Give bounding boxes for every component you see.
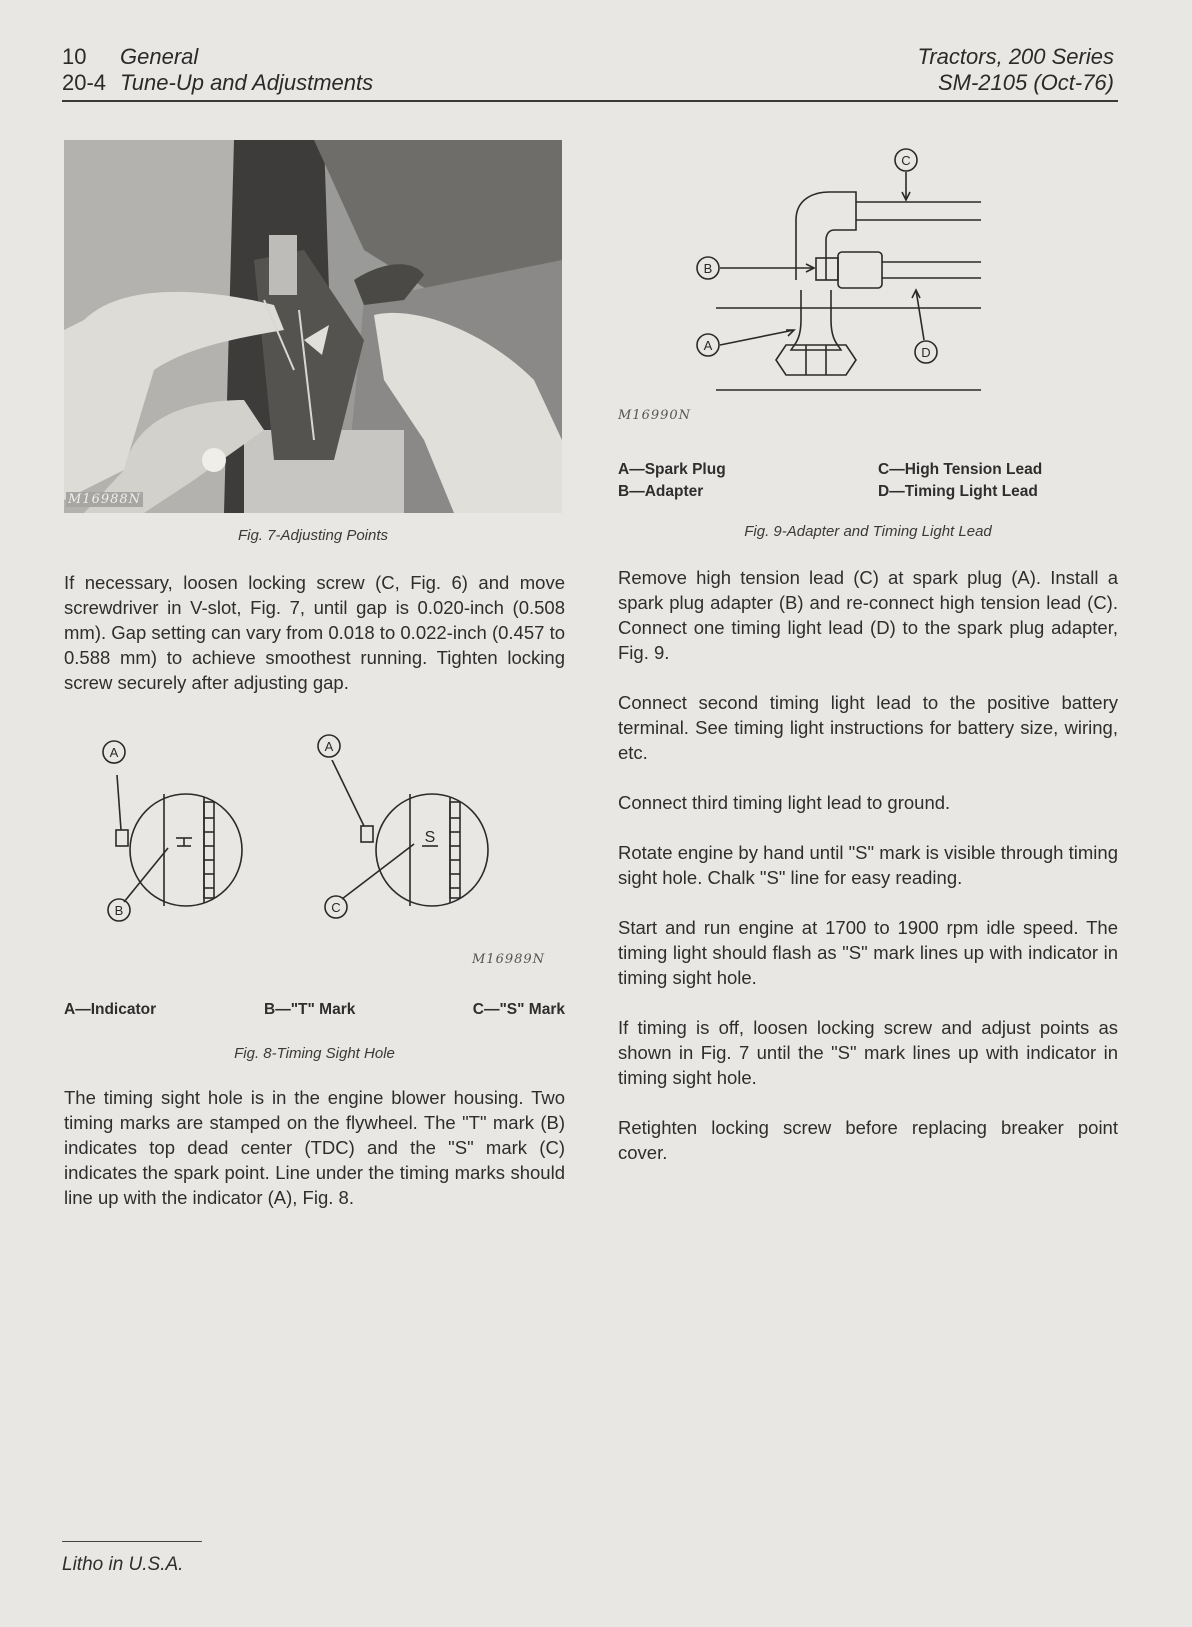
timing-sight-hole-diagram bbox=[64, 760, 565, 975]
fig8-legend-a: A—Indicator bbox=[64, 1001, 157, 1018]
sub-title: Tune-Up and Adjustments bbox=[120, 70, 374, 95]
fig9-callout-c: C bbox=[901, 153, 911, 168]
fig9-legend-right bbox=[878, 459, 1042, 503]
adjusting-points-photo-image bbox=[64, 140, 562, 513]
fig9-legend-c: C—High Tension Lead bbox=[878, 461, 1043, 478]
right-paragraph-6: If timing is off, loosen locking screw and adjust points as shown in Fig. 7 until the "S" mark lines up with indicator in timing sight hole. bbox=[618, 1017, 1118, 1088]
left-paragraph-2: The timing sight hole is in the engine blower housing. Two timing marks are stamped on the flywheel. The "T" mark (B) indicates top dead center (TDC) and the "S" mark (C) indicates the spark point. Line under the timing marks should line up with the indicator (A), Fig. 8. bbox=[64, 1087, 565, 1208]
fig8-callout-a2-label: A bbox=[324, 739, 334, 754]
fig8-code: M16989N bbox=[472, 952, 546, 967]
fig8-callout-c: C bbox=[331, 900, 341, 915]
sub-number: 20-4 bbox=[62, 70, 107, 95]
fig9-legend-b: B—Adapter bbox=[618, 483, 704, 500]
right-paragraph-7: Retighten locking screw before replacing breaker point cover. bbox=[618, 1117, 1118, 1163]
fig7-code: M16988N bbox=[68, 492, 142, 507]
fig9-diagram bbox=[616, 140, 996, 400]
adapter-timing-light-diagram bbox=[616, 140, 996, 400]
fig8-callout-a1-label: A bbox=[109, 745, 119, 760]
fig8-diagram bbox=[64, 760, 565, 975]
fig8-top-callouts bbox=[64, 728, 565, 768]
fig8-s-mark: S bbox=[424, 829, 436, 846]
right-paragraph-3: Connect third timing light lead to ground. bbox=[618, 792, 951, 813]
right-paragraph-1: Remove high tension lead (C) at spark plug (A). Install a spark plug adapter (B) and re-connect high tension lead (C). Connect one timing light lead (D) to the spark plug adapter, Fig. 9. bbox=[618, 567, 1118, 663]
fig9-legend-left bbox=[618, 459, 726, 503]
footer-rule bbox=[62, 1541, 202, 1542]
fig8-caption: Fig. 8-Timing Sight Hole bbox=[234, 1045, 395, 1062]
section-title: General bbox=[120, 44, 199, 69]
footer-text: Litho in U.S.A. bbox=[62, 1554, 184, 1575]
fig9-code: M16990N bbox=[618, 408, 692, 423]
fig9-callout-a: A bbox=[703, 338, 713, 353]
fig9-legend-d: D—Timing Light Lead bbox=[878, 483, 1038, 500]
fig9-caption: Fig. 9-Adapter and Timing Light Lead bbox=[744, 523, 992, 540]
page-header-right bbox=[918, 44, 1114, 96]
fig8-callout-b: B bbox=[114, 903, 124, 918]
manual-code: SM-2105 (Oct-76) bbox=[937, 70, 1114, 95]
left-paragraph-1: If necessary, loosen locking screw (C, Fig. 6) and move screwdriver in V-slot, Fig. 7, until gap is 0.020-inch (0.508 mm). Gap setting can vary from 0.018 to 0.022-inch (0.457 to 0.588 mm) to achieve smoothest running. Tighten locking screw securely after adjusting gap. bbox=[64, 572, 565, 693]
fig9-callout-b: B bbox=[703, 261, 713, 276]
right-paragraph-4: Rotate engine by hand until "S" mark is visible through timing sight hole. Chalk "S" line for easy reading. bbox=[618, 842, 1118, 888]
header-rule bbox=[62, 100, 1118, 102]
fig8-legend bbox=[64, 999, 565, 1021]
page-number: 10 bbox=[62, 44, 87, 69]
right-column-text bbox=[618, 565, 1118, 1165]
fig8-legend-c: C—"S" Mark bbox=[472, 1001, 565, 1018]
fig9-callout-d: D bbox=[921, 345, 931, 360]
fig8-legend-b: B—"T" Mark bbox=[264, 1001, 356, 1018]
right-paragraph-2: Connect second timing light lead to the positive battery terminal. See timing light instructions for battery size, wiring, etc. bbox=[618, 692, 1118, 763]
page-header-left bbox=[62, 44, 373, 96]
manual-title: Tractors, 200 Series bbox=[917, 44, 1114, 69]
right-paragraph-5: Start and run engine at 1700 to 1900 rpm idle speed. The timing light should flash as "S" mark lines up with indicator in timing sight hole. bbox=[618, 917, 1118, 988]
fig7-photo bbox=[64, 140, 562, 513]
fig7-caption: Fig. 7-Adjusting Points bbox=[237, 527, 389, 544]
fig9-legend-a: A—Spark Plug bbox=[618, 461, 726, 478]
